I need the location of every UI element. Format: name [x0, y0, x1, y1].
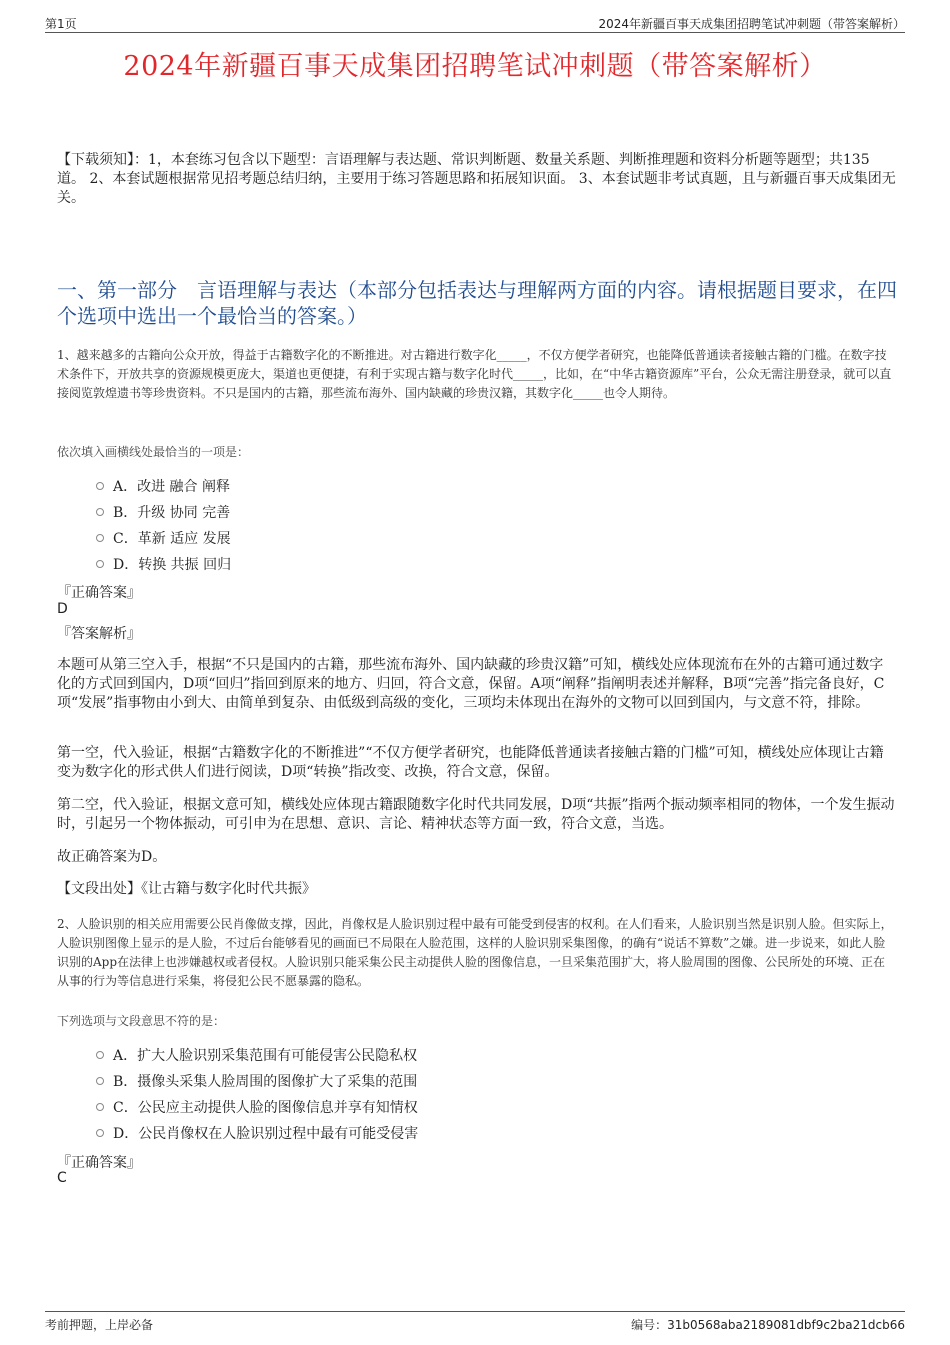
analysis-label: 『答案解析』 — [57, 626, 141, 642]
question-1-text: 1、越来越多的古籍向公众开放，得益于古籍数字化的不断推进。对古籍进行数字化_____，不仅方便学者研究，也能降低普通读者接触古籍的门槛。在数字技术条件下，开放共享的资源规模更庞大，渠道也更便捷，有利于实现古籍与数字化时代_____，比如，在“中华古籍资源库”平台，公众无需注册登录，就可以直接阅览敦煌遗书等珍贵资料。不只是国内的古籍，那些流布海外、国内缺藏的珍贵汉籍，其数字化_____也令人期待。 — [57, 348, 892, 400]
radio-icon[interactable] — [96, 1129, 104, 1137]
footer-doc-id: 编号：31b0568aba2189081dbf9c2ba21dcb66 — [631, 1318, 905, 1332]
question-1-options — [96, 473, 231, 577]
radio-icon[interactable] — [96, 508, 104, 516]
option-b[interactable]: B．升级 协同 完善 — [96, 499, 231, 525]
radio-icon[interactable] — [96, 1103, 104, 1111]
radio-icon[interactable] — [96, 482, 104, 490]
analysis-paragraph-3: 第二空，代入验证，根据文意可知，横线处应体现古籍跟随数字化时代共同发展，D项“共振”指两个振动频率相同的物体，一个发生振动时，引起另一个物体振动，可引申为在思想、意识、言论、精神状态等方面一致，符合文意，当选。 — [57, 797, 895, 832]
page-number: 第1页 — [45, 17, 77, 31]
question-1-prompt: 依次填入画横线处最恰当的一项是： — [57, 445, 250, 459]
answer-label: 『正确答案』 — [57, 585, 141, 601]
page-header — [45, 12, 905, 33]
option-c[interactable]: C．公民应主动提供人脸的图像信息并享有知情权 — [96, 1094, 418, 1120]
question-2-text: 2、人脸识别的相关应用需要公民肖像做支撑，因此，肖像权是人脸识别过程中最有可能受到侵害的权利。在人们看来，人脸识别当然是识别人脸。但实际上，人脸识别图像上显示的是人脸，不过后台能够看见的画面已不局限在人脸范围，这样的人脸识别采集图像，的确有“说话不算数”之嫌。进一步说来，如此人脸识别的App在法律上也涉嫌越权或者侵权。人脸识别只能采集公民主动提供人脸的图像信息，一旦采集范围扩大，将人脸周围的图像、公民所处的环境、正在从事的行为等信息进行采集，将侵犯公民不愿暴露的隐私。 — [57, 917, 893, 988]
radio-icon[interactable] — [96, 1077, 104, 1085]
analysis-conclusion: 故正确答案为D。 — [57, 849, 167, 865]
download-notice: 【下载须知】：1，本套练习包含以下题型：言语理解与表达题、常识判断题、数量关系题、判断推理题和资料分析题等题型；共135道。 2、本套试题根据常见招考题总结归纳，主要用于练习答题思路和拓展知识面。 3、本套试题非考试真题，且与新疆百事天成集团无关。 — [57, 152, 896, 206]
page-footer — [45, 1311, 905, 1332]
footer-slogan: 考前押题，上岸必备 — [45, 1318, 154, 1332]
option-a[interactable]: A．改进 融合 阐释 — [96, 473, 231, 499]
source-note: 【文段出处】《让古籍与数字化时代共振》 — [57, 881, 316, 897]
answer-value: C — [57, 1170, 67, 1186]
option-d[interactable]: D．转换 共振 回归 — [96, 551, 231, 577]
option-d[interactable]: D．公民肖像权在人脸识别过程中最有可能受侵害 — [96, 1120, 418, 1146]
radio-icon[interactable] — [96, 534, 104, 542]
analysis-paragraph-2: 第一空，代入验证，根据“古籍数字化的不断推进”“不仅方便学者研究，也能降低普通读者接触古籍的门槛”可知，横线处应体现让古籍变为数字化的形式供人们进行阅读，D项“转换”指改变、改换，符合文意，保留。 — [57, 745, 884, 780]
document-title: 2024年新疆百事天成集团招聘笔试冲刺题（带答案解析） — [123, 51, 827, 82]
radio-icon[interactable] — [96, 560, 104, 568]
question-2-options — [96, 1042, 418, 1146]
option-b[interactable]: B．摄像头采集人脸周围的图像扩大了采集的范围 — [96, 1068, 418, 1094]
option-a[interactable]: A．扩大人脸识别采集范围有可能侵害公民隐私权 — [96, 1042, 418, 1068]
answer-value: D — [57, 601, 68, 617]
question-2-prompt: 下列选项与文段意思不符的是： — [57, 1014, 226, 1028]
option-c[interactable]: C．革新 适应 发展 — [96, 525, 231, 551]
radio-icon[interactable] — [96, 1051, 104, 1059]
analysis-paragraph-1: 本题可从第三空入手，根据“不只是国内的古籍，那些流布海外、国内缺藏的珍贵汉籍”可知，横线处应体现流布在外的古籍可通过数字化的方式回到国内，D项“回归”指回到原来的地方、归回，符合文意，保留。A项“阐释”指阐明表述并解释，B项“完善”指完备良好，C项“发展”指事物由小到大、由简单到复杂、由低级到高级的变化，三项均未体现出在海外的文物可以回到国内，与文意不符，排除。 — [57, 657, 885, 711]
answer-label: 『正确答案』 — [57, 1155, 141, 1171]
section-heading: 一、第一部分 言语理解与表达（本部分包括表达与理解两方面的内容。请根据题目要求，在四个选项中选出一个最恰当的答案。） — [57, 278, 897, 328]
header-doc-title: 2024年新疆百事天成集团招聘笔试冲刺题（带答案解析） — [598, 17, 905, 31]
